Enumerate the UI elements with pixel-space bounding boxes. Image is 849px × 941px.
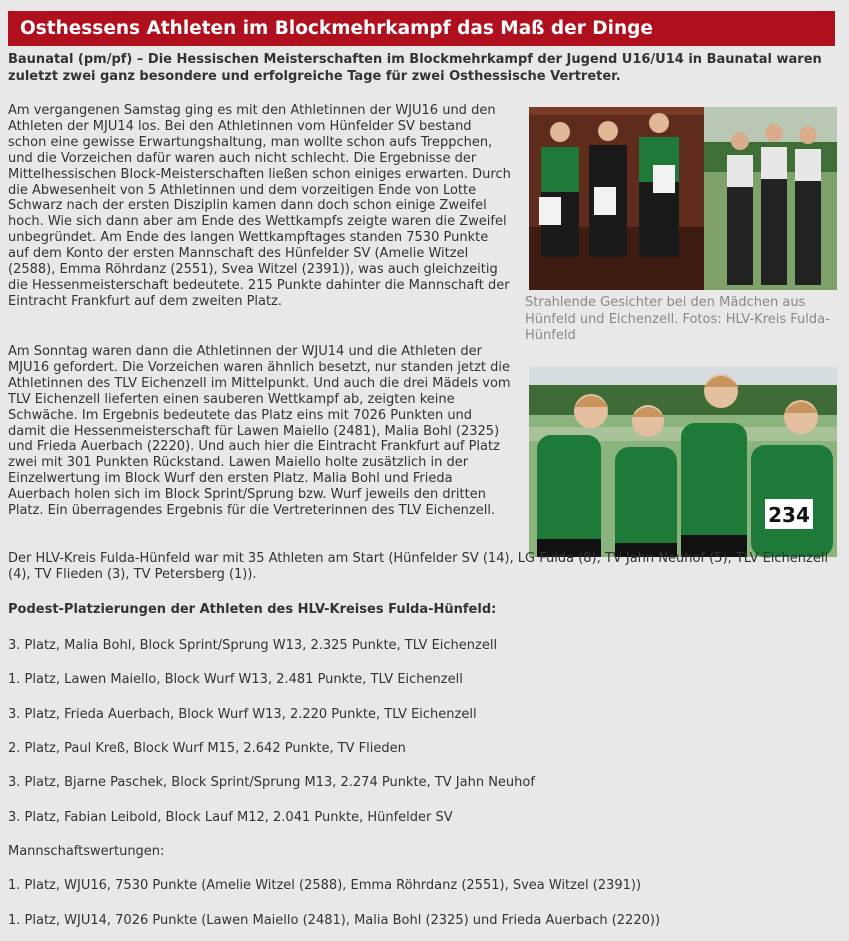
podium-item: 3. Platz, Fabian Leibold, Block Lauf M12, 2.041 Punkte, Hünfelder SV [8,810,453,825]
podium-item: 3. Platz, Frieda Auerbach, Block Wurf W13, 2.220 Punkte, TLV Eichenzell [8,707,477,722]
podium-item: 2. Platz, Paul Kreß, Block Wurf M15, 2.642 Punkte, TV Flieden [8,741,406,756]
team-heading: Mannschaftswertungen: [8,844,165,859]
podium-item: 3. Platz, Bjarne Paschek, Block Sprint/Sprung M13, 2.274 Punkte, TV Jahn Neuhof [8,775,535,790]
article-title: Osthessens Athleten im Blockmehrkampf das Maß der Dinge [20,18,653,39]
podium-item: 1. Platz, Lawen Maiello, Block Wurf W13, 2.481 Punkte, TLV Eichenzell [8,672,463,687]
photo-eichenzell-team[interactable] [529,367,837,557]
article-lead: Baunatal (pm/pf) – Die Hessischen Meisterschaften im Blockmehrkampf der Jugend U16/U14 in Baunatal waren zuletzt zwei ganz besondere und erfolgreiche Tage für zwei Osthessische Vertreter. [8,52,822,84]
photo-caption: Strahlende Gesichter bei den Mädchen aus Hünfeld und Eichenzell. Fotos: HLV-Kreis Fulda-Hünfeld [525,295,830,343]
paragraph-saturday: Am vergangenen Samstag ging es mit den Athletinnen der WJU16 und den Athleten der MJU14 los. Bei den Athletinnen vom Hünfelder SV bestand schon eine gewisse Erwartungshaltung, man wollte schon aufs Treppchen, und die Vorzeichen dafür waren auch nicht schlecht. Die Ergebnisse der Mittelhessischen Block-Meisterschaften ließen schon einiges erwarten. Durch die Abwesenheit von 5 Athletinnen und dem vorzeitigen Ende von Lotte Schwarz nach der ersten Disziplin kamen dann doch schon einige Zweifel hoch. Wie sich dann aber am Ende des Wettkampfs zeigte waren die Zweifel unbegründet. Am Ende des langen Wettkampftages standen 7530 Punkte auf dem Konto der ersten Mannschaft des Hünfelder SV (Amelie Witzel (2588), Emma Röhrdanz (2551), Svea Witzel (2391)), was auch gleichzeitig die Hessenmeisterschaft bedeutete. 215 Punkte dahinter die Mannschaft der Eintracht Frankfurt auf dem zweiten Platz. [8,103,511,309]
podium-heading: Podest-Platzierungen der Athleten des HLV-Kreises Fulda-Hünfeld: [8,602,497,617]
team-result: 1. Platz, WJU16, 7530 Punkte (Amelie Witzel (2588), Emma Röhrdanz (2551), Svea Witzel (2391)) [8,878,642,893]
paragraph-participants: Der HLV-Kreis Fulda-Hünfeld war mit 35 Athleten am Start (Hünfelder SV (14), LG Fulda (8), TV Jahn Neuhof (5), TLV Eichenzell (4), TV Flieden (3), TV Petersberg (1)). [8,551,829,582]
photo-huenfeld-podium[interactable] [529,107,837,290]
team-result: 1. Platz, WJU14, 7026 Punkte (Lawen Maiello (2481), Malia Bohl (2325) und Frieda Auerbach (2220)) [8,913,661,928]
bib-number: 234 [768,503,810,527]
paragraph-sunday: Am Sonntag waren dann die Athletinnen der WJU14 und die Athleten der MJU16 gefordert. Die Vorzeichen waren ähnlich besetzt, nur standen jetzt die Athletinnen des TLV Eichenzell im Mittelpunkt. Und auch die drei Mädels vom TLV Eichenzell lieferten einen sauberen Wettkampf ab, zeigten keine Schwäche. Im Ergebnis bedeutete das Platz eins mit 7026 Punkten und damit die Hessenmeisterschaft für Lawen Maiello (2481), Malia Bohl (2325) und Frieda Auerbach (2220). Und auch hier die Eintracht Frankfurt auf Platz zwei mit 301 Punkten Rückstand. Lawen Maiello holte zusätzlich in der Einzelwertung im Block Wurf den ersten Platz. Malia Bohl und Frieda Auerbach holen sich im Block Sprint/Sprung bzw. Wurf jeweils den dritten Platz. Ein überragendes Ergebnis für die Vertreterinnen des TLV Eichenzell. [8,344,511,519]
podium-item: 3. Platz, Malia Bohl, Block Sprint/Sprung W13, 2.325 Punkte, TLV Eichenzell [8,638,498,653]
article-title-bar [8,11,835,46]
